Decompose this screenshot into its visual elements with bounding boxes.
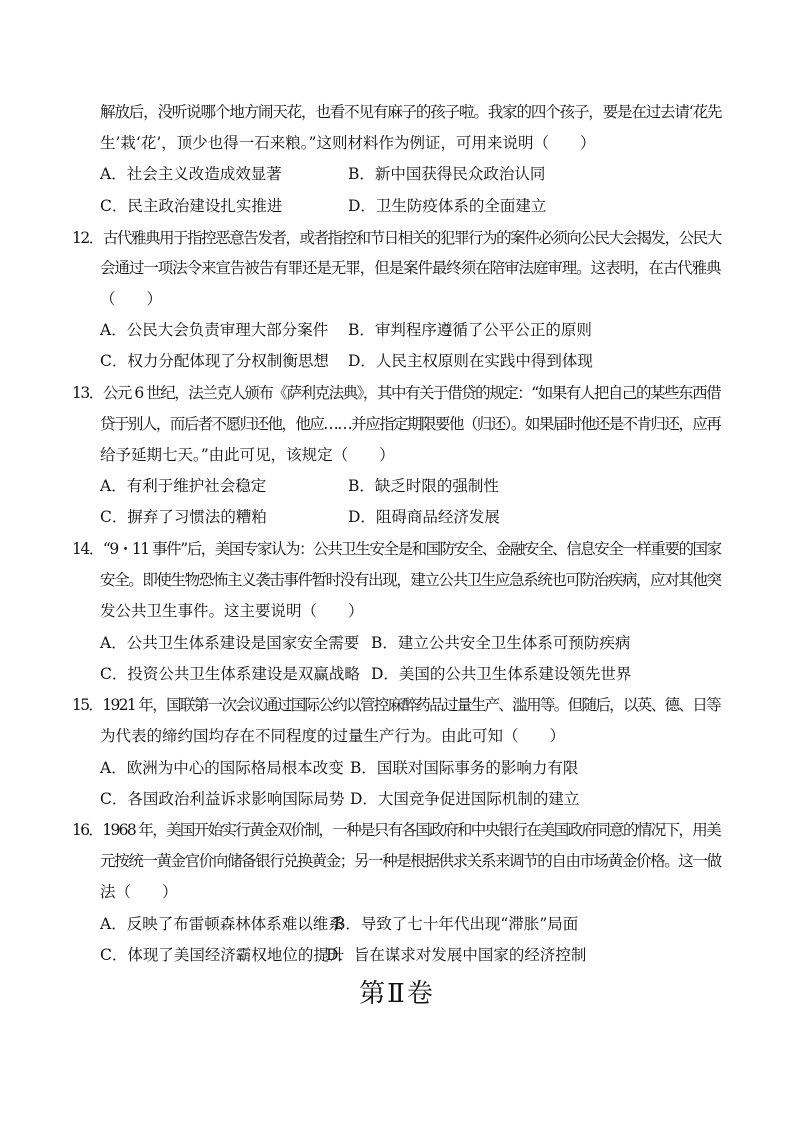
q14-option-b: B．建立公共安全卫生体系可预防疾病 (371, 634, 631, 652)
q12-option-d: D．人民主权原则在实践中得到体现 (348, 352, 593, 370)
q11-line-1: 解放后，没听说哪个地方闹天花，也看不见有麻子的孩子啦。我家的四个孩子，要是在过去请‘花先 (100, 103, 722, 121)
q16-line-3: 法（ ） (100, 883, 178, 901)
q15-line-2: 为代表的缔约国均存在不同程度的过量生产行为。由此可知（ ） (100, 727, 566, 745)
q16-option-a: A．反映了布雷顿森林体系难以维系 (100, 915, 344, 933)
q12-option-a: A．公民大会负责审理大部分案件 (100, 321, 329, 339)
q16-option-c: C．体现了美国经济霸权地位的提升 (100, 946, 345, 964)
q12-line-1: 12．古代雅典用于指控恶意告发者，或者指控和节日相关的犯罪行为的案件必须向公民大会揭发，公民大 (72, 229, 721, 247)
q16-line-2: 元按统一黄金官价向储备银行兑换黄金；另一种是根据供求关系来调节的自由市场黄金价格。这一做 (100, 852, 721, 870)
q14-option-d: D．美国的公共卫生体系建设领先世界 (371, 665, 632, 683)
q11-option-d: D．卫生防疫体系的全面建立 (348, 197, 547, 215)
q12-line-2: 会通过一项法令来宣告被告有罪还是无罪，但是案件最终须在陪审法庭审理。这表明，在古代雅典 (100, 259, 721, 277)
q12-option-b: B．审判程序遵循了公平公正的原则 (348, 321, 592, 339)
q11-option-b: B．新中国获得民众政治认同 (348, 165, 546, 183)
q13-option-b: B．缺乏时限的强制性 (348, 477, 499, 495)
q15-option-c: C．各国政治利益诉求影响国际局势 (100, 790, 345, 808)
q14-line-2: 安全。即使生物恐怖主义袭击事件暂时没有出现，建立公共卫生应急系统也可防治疾病，应对其他突 (100, 571, 721, 589)
q15-option-d: D．大国竞争促进国际机制的建立 (350, 790, 580, 808)
q15-option-b: B．国联对国际事务的影响力有限 (350, 759, 579, 777)
q12-line-3: （ ） (100, 290, 163, 308)
q14-line-1: 14．“9・11 事件”后，美国专家认为：公共卫生安全是和国防安全、金融安全、信息安全一样重要的国家 (72, 540, 721, 558)
q15-option-a: A．欧洲为中心的国际格局根本改变 (100, 759, 344, 777)
q15-line-1: 15．1921 年，国联第一次会议通过国际公约以管控麻醉药品过量生产、滥用等。但随后，以英、德、日等 (72, 696, 720, 714)
q11-option-c: C．民主政治建设扎实推进 (100, 197, 283, 215)
q12-option-c: C．权力分配体现了分权制衡思想 (100, 352, 329, 370)
q13-line-2: 贷于别人，而后者不愿归还他，他应……并应指定期限要他（归还）。如果届时他还是不肯归还，应再 (100, 415, 721, 433)
q16-option-d: D．旨在谋求对发展中国家的经济控制 (326, 946, 587, 964)
q11-option-a: A．社会主义改造成效显著 (100, 165, 282, 183)
q13-option-a: A．有利于维护社会稳定 (100, 477, 267, 495)
q13-option-c: C．摒弃了习惯法的糟粕 (100, 508, 267, 526)
q13-line-3: 给予延期七天。”由此可见，该规定（ ） (100, 446, 395, 464)
q13-line-1: 13．公元 6 世纪，法兰克人颁布《萨利克法典》，其中有关于借贷的规定：“如果有人把自己的某些东西借 (72, 384, 721, 402)
q14-option-c: C．投资公共卫生体系建设是双赢战略 (100, 665, 360, 683)
q13-option-d: D．阻碍商品经济发展 (348, 508, 500, 526)
q14-option-a: A．公共卫生体系建设是国家安全需要 (100, 634, 360, 652)
q14-line-3: 发公共卫生事件。这主要说明（ ） (100, 602, 364, 620)
q11-line-2: 生’栽‘花’，顶少也得一石来粮。”这则材料作为例证，可用来说明（ ） (100, 134, 596, 152)
q16-option-b: B．导致了七十年代出现“滞胀”局面 (334, 915, 579, 933)
q16-line-1: 16．1968 年，美国开始实行黄金双价制，一种是只有各国政府和中央银行在美国政府同意的情况下，用美 (72, 821, 720, 839)
section-title: 第Ⅱ卷 (359, 979, 435, 1009)
